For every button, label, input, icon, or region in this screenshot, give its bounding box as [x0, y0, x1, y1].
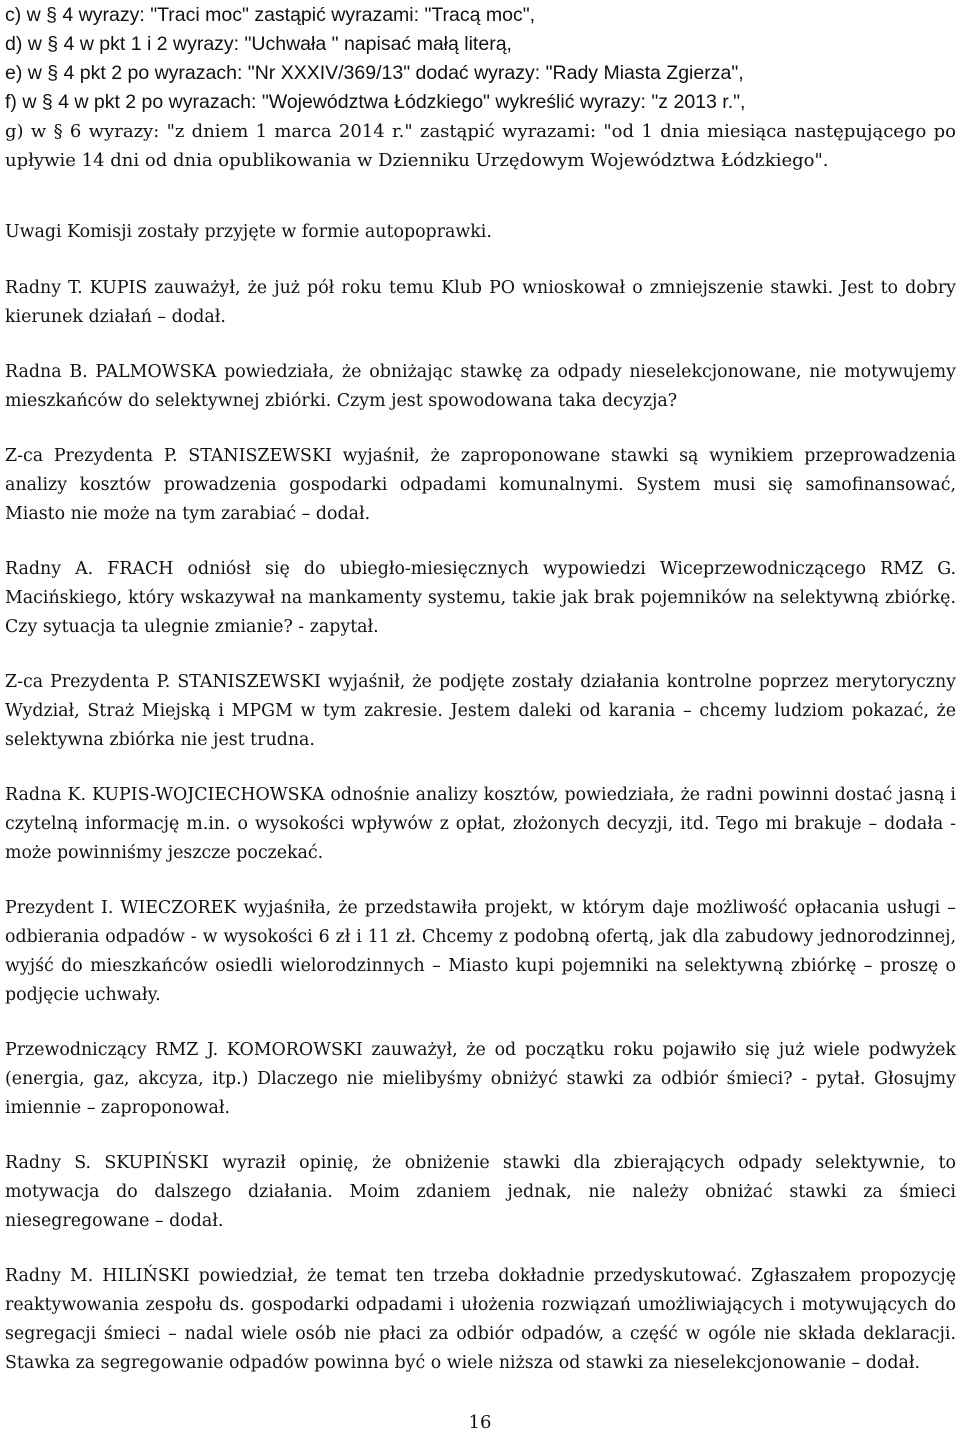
paragraph-kupis: Radny T. KUPIS zauważył, że już pół roku temu Klub PO wnioskował o zmniejszenie stawki. Jest to dobry kierunek działań – dodał.: [5, 278, 956, 327]
amendment-item-g: g) w § 6 wyrazy: "z dniem 1 marca 2014 r." zastąpić wyrazami: "od 1 dnia miesiąca następującego po upływie 14 dni od dnia opublikowania w Dzienniku Urzędowym Województwa Łódzkiego".: [5, 121, 956, 171]
paragraph-kupis-wojciechowska: Radna K. KUPIS-WOJCIECHOWSKA odnośnie analizy kosztów, powiedziała, że radni powinni dostać jasną i czytelną informację m.in. o wysokości wpływów z opłat, złożonych decyzji, itd. Tego mi brakuje – dodała - może powinniśmy jeszcze poczekać.: [5, 785, 956, 863]
session-minutes-text: [5, 218, 956, 1404]
paragraph-skupinski: Radny S. SKUPIŃSKI wyraził opinię, że obniżenie stawki dla zbierających odpady selektywnie, to motywacja do dalszego działania. Moim zdaniem jednak, nie należy obniżać stawki za śmieci niesegregowane – dodał.: [5, 1153, 956, 1231]
paragraph-palmowska: Radna B. PALMOWSKA powiedziała, że obniżając stawkę za odpady nieselekcjonowane, nie motywujemy mieszkańców do selektywnej zbiórki. Czym jest spowodowana taka decyzja?: [5, 362, 956, 411]
amendment-item-f: f) w § 4 w pkt 2 po wyrazach: "Województwa Łódzkiego" wykreślić wyrazy: "z 2013 r.",: [5, 91, 746, 113]
amendment-list: [5, 1, 956, 175]
amendment-item-c: c) w § 4 wyrazy: "Traci moc" zastąpić wyrazami: "Tracą moc",: [5, 4, 536, 26]
paragraph-wieczorek: Prezydent I. WIECZOREK wyjaśniła, że przedstawiła projekt, w którym daje możliwość opłacania usługi – odbierania odpadów - w wysokości 6 zł i 11 zł. Chcemy z podobną ofertą, jak dla zabudowy jednorodzinnej, wyjść do mieszkańców osiedli wielorodzinnych – Miasto kupi pojemniki na selektywną zbiórkę – proszę o podjęcie uchwały.: [5, 898, 956, 1005]
paragraph-komorowski: Przewodniczący RMZ J. KOMOROWSKI zauważył, że od początku roku pojawiło się już wiele podwyżek (energia, gaz, akcyza, itp.) Dlaczego nie mielibyśmy obniżyć stawki za odbiór śmieci? - pytał. Głosujmy imiennie – zaproponował.: [5, 1040, 956, 1118]
paragraph-staniszewski-1: Z-ca Prezydenta P. STANISZEWSKI wyjaśnił, że zaproponowane stawki są wynikiem przeprowadzenia analizy kosztów prowadzenia gospodarki odpadami komunalnymi. System musi się samofinansować, Miasto nie może na tym zarabiać – dodał.: [5, 446, 956, 524]
amendment-item-d: d) w § 4 w pkt 1 i 2 wyrazy: "Uchwała " napisać małą literą,: [5, 33, 512, 55]
paragraph-frach: Radny A. FRACH odniósł się do ubiegło-miesięcznych wypowiedzi Wiceprzewodniczącego RMZ G. Macińskiego, który wskazywał na mankamenty systemu, takie jak brak pojemników na selektywną zbiórkę. Czy sytuacja ta ulegnie zmianie? - zapytał.: [5, 559, 956, 637]
paragraph-commission-remarks: Uwagi Komisji zostały przyjęte w formie autopoprawki.: [5, 222, 492, 242]
amendment-item-e: e) w § 4 pkt 2 po wyrazach: "Nr XXXIV/369/13" dodać wyrazy: "Rady Miasta Zgierza",: [5, 62, 744, 84]
paragraph-staniszewski-2: Z-ca Prezydenta P. STANISZEWSKI wyjaśnił, że podjęte zostały działania kontrolne poprzez merytoryczny Wydział, Straż Miejską i MPGM w tym zakresie. Jestem daleki od karania – chcemy ludziom pokazać, że selektywna zbiórka nie jest trudna.: [5, 672, 956, 750]
page-number: 16: [468, 1412, 492, 1433]
paragraph-hilinski: Radny M. HILIŃSKI powiedział, że temat ten trzeba dokładnie przedyskutować. Zgłaszałem propozycję reaktywowania zespołu ds. gospodarki odpadami i ułożenia rozwiązań umożliwiających i motywujących do segregacji śmieci – nadal wiele osób nie płaci za odbiór odpadów, a część w ogóle nie składa deklaracji. Stawka za segregowanie odpadów powinna być o wiele niższa od stawki za nieselekcjonowanie – dodał.: [5, 1266, 956, 1373]
